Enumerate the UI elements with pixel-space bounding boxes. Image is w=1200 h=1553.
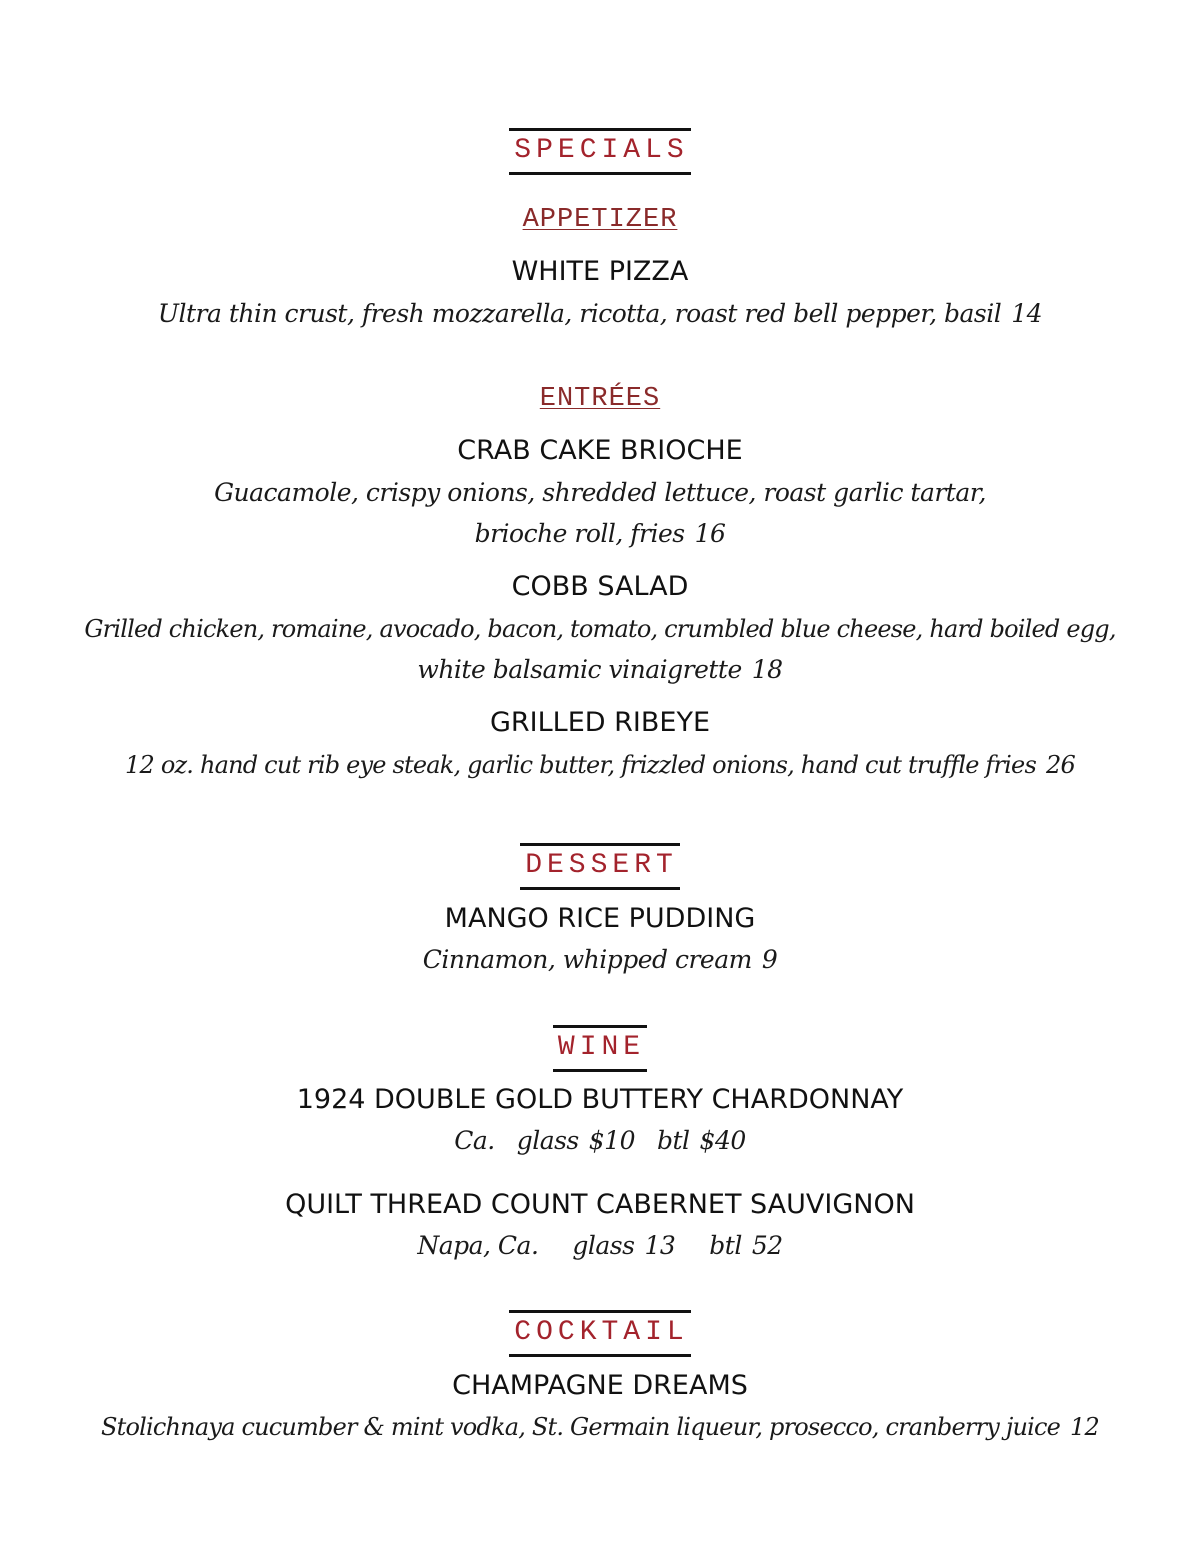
grilled-ribeye-name: GRILLED RIBEYE: [489, 707, 711, 738]
entrees-heading: ENTRÉES: [539, 384, 661, 414]
crab-cake-brioche-name: CRAB CAKE BRIOCHE: [457, 435, 743, 466]
wine-region: Ca.: [454, 1126, 495, 1155]
description-text: Stolichnaya cucumber & mint vodka, St. Germain liqueur, prosecco, cranberry juice: [101, 1413, 1061, 1441]
cocktail-section-header: [0, 1310, 1200, 1357]
price: 9: [761, 945, 778, 974]
cobb-salad-description-line2: [0, 650, 1200, 690]
white-pizza-description: [0, 294, 1200, 334]
price: 18: [751, 655, 783, 684]
specials-section-header: [0, 128, 1200, 175]
bottle-price: 52: [751, 1231, 783, 1260]
cobb-salad-name: COBB SALAD: [511, 571, 689, 602]
champagne-dreams-description: [0, 1407, 1200, 1447]
bottle-label: btl: [657, 1126, 690, 1155]
grilled-ribeye-description: [0, 745, 1200, 785]
white-pizza-name: WHITE PIZZA: [511, 256, 689, 287]
cabernet-name: QUILT THREAD COUNT CABERNET SAUVIGNON: [285, 1189, 915, 1220]
glass-label: glass: [572, 1231, 635, 1260]
mango-rice-pudding-name: MANGO RICE PUDDING: [444, 903, 756, 934]
dessert-section-header: [0, 843, 1200, 890]
cabernet-details: [0, 1226, 1200, 1266]
specials-title: SPECIALS: [509, 128, 690, 175]
description-text: brioche roll, fries: [474, 519, 685, 548]
appetizer-heading: APPETIZER: [522, 205, 678, 235]
glass-price: 13: [644, 1231, 676, 1260]
mango-rice-pudding-description: [0, 940, 1200, 980]
crab-cake-brioche-description-line1: Guacamole, crispy onions, shredded lettuce, roast garlic tartar,: [214, 478, 986, 507]
price: 16: [694, 519, 726, 548]
chardonnay-details: [0, 1121, 1200, 1161]
cocktail-title: COCKTAIL: [509, 1310, 690, 1357]
description-text: Cinnamon, whipped cream: [422, 945, 752, 974]
description-text: Ultra thin crust, fresh mozzarella, ricotta, roast red bell pepper, basil: [157, 299, 1002, 328]
champagne-dreams-name: CHAMPAGNE DREAMS: [452, 1370, 748, 1401]
dessert-title: DESSERT: [520, 843, 680, 890]
bottle-price: $40: [699, 1126, 746, 1155]
glass-label: glass: [516, 1126, 579, 1155]
wine-region: Napa, Ca.: [417, 1231, 539, 1260]
crab-cake-brioche-description-line2: [0, 514, 1200, 554]
description-text: white balsamic vinaigrette: [417, 655, 742, 684]
glass-price: $10: [588, 1126, 635, 1155]
cobb-salad-description-line1: Grilled chicken, romaine, avocado, bacon, tomato, crumbled blue cheese, hard boiled egg,: [84, 615, 1116, 643]
wine-section-header: [0, 1025, 1200, 1072]
description-text: 12 oz. hand cut rib eye steak, garlic butter, frizzled onions, hand cut truffle fries: [125, 751, 1036, 779]
bottle-label: btl: [709, 1231, 742, 1260]
wine-title: WINE: [553, 1025, 647, 1072]
price: 12: [1070, 1413, 1099, 1441]
price: 26: [1045, 751, 1075, 779]
chardonnay-name: 1924 DOUBLE GOLD BUTTERY CHARDONNAY: [296, 1084, 904, 1115]
price: 14: [1011, 299, 1043, 328]
